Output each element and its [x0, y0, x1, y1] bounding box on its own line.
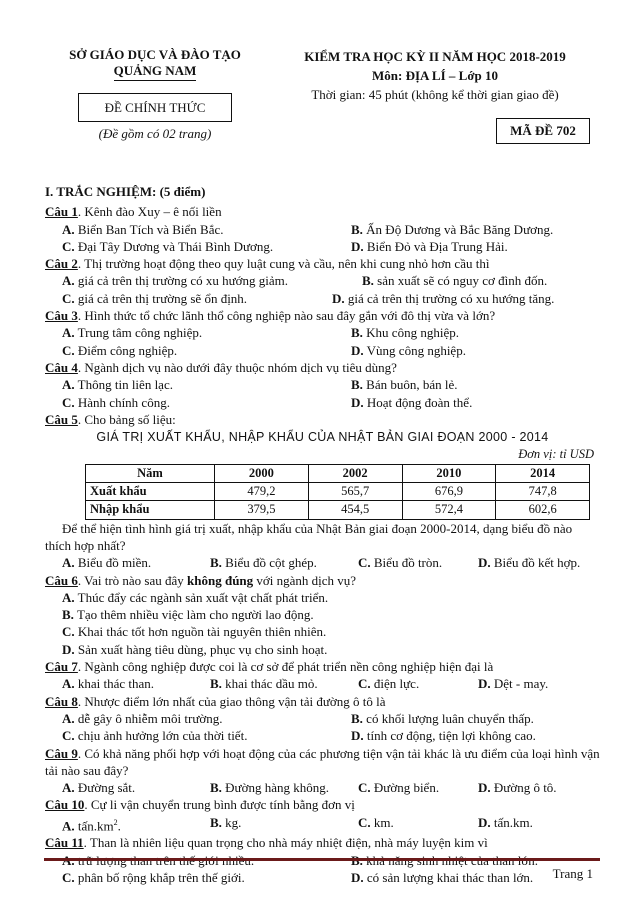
option-c[interactable]: C. giá cả trên thị trường sẽ ổn định.: [62, 290, 248, 306]
table-cell: 565,7: [308, 483, 402, 501]
question-8: [45, 693, 600, 710]
question-number: Câu 4: [45, 359, 78, 375]
question-text: . Ngành công nghiệp được coi là cơ sở để phát triển nền công nghiệp hiện đại là: [77, 659, 494, 675]
option-d[interactable]: D. Dệt - may.: [478, 676, 549, 692]
option-b[interactable]: B. Đường hàng không.: [210, 780, 330, 796]
options-row: [45, 727, 600, 744]
question-number: Câu 11: [45, 835, 84, 851]
options-row: [45, 554, 600, 571]
exam-title: KIỂM TRA HỌC KỲ II NĂM HỌC 2018-2019: [304, 49, 566, 64]
question-number: Câu 7: [45, 659, 78, 675]
table-header-cell: 2010: [402, 464, 496, 482]
options-row: [45, 238, 600, 255]
exam-content: [45, 183, 600, 886]
options-row: [45, 675, 600, 692]
table-cell: 572,4: [402, 501, 496, 519]
option-b[interactable]: B. Bán buôn, bán lẻ.: [351, 377, 458, 393]
exam-code-box: MÃ ĐỀ 702: [496, 118, 590, 144]
question-text: . Than là nhiên liệu quan trọng cho nhà máy nhiệt điện, nhà máy luyện kim vì: [83, 835, 488, 851]
option-a[interactable]: A. dễ gây ô nhiễm môi trường.: [62, 710, 223, 726]
option-a[interactable]: A. Đường sắt.: [62, 780, 136, 796]
options-row: [45, 814, 600, 835]
question-number: Câu 3: [45, 308, 78, 324]
question-number: Câu 9: [45, 745, 78, 761]
table-header-cell: Năm: [86, 464, 215, 482]
exam-header: [270, 47, 600, 104]
department-line1: SỞ GIÁO DỤC VÀ ĐÀO TẠO: [69, 47, 241, 62]
question-number: Câu 1: [45, 204, 78, 220]
question-10: [45, 796, 600, 813]
option-d[interactable]: D. Biểu đồ kết hợp.: [478, 555, 581, 571]
option-d[interactable]: D. tấn.km.: [478, 814, 533, 830]
question-text: . Cho bảng số liệu:: [77, 411, 176, 427]
table-cell: 379,5: [215, 501, 309, 519]
official-exam-box: ĐỀ CHÍNH THỨC: [78, 93, 232, 122]
table-header-cell: 2014: [496, 464, 590, 482]
table-row: [86, 483, 590, 501]
question-number: Câu 5: [45, 411, 78, 427]
question-5: [45, 411, 600, 428]
option-a[interactable]: A. Trung tâm công nghiệp.: [62, 325, 203, 341]
option-d[interactable]: D. Đường ô tô.: [478, 780, 557, 796]
table-row-label: Xuất khẩu: [86, 483, 215, 501]
option-c[interactable]: C. Hành chính công.: [62, 394, 170, 410]
question-text: . Hình thức tổ chức lãnh thổ công nghiệp nào sau đây gắn với đô thị vừa và lớn?: [77, 308, 496, 324]
question-4: [45, 359, 600, 376]
emphasis: không đúng: [187, 572, 254, 588]
question-text: . Nhược điểm lớn nhất của giao thông vận tải đường ô tô là: [77, 693, 386, 709]
question-number: Câu 10: [45, 797, 85, 813]
question-3: [45, 307, 600, 324]
option-d[interactable]: D. Vùng công nghiệp.: [351, 342, 466, 358]
option-d[interactable]: D. Sản xuất hàng tiêu dùng, phục vụ cho sinh hoạt.: [62, 641, 328, 657]
section-title: I. TRẮC NGHIỆM: (5 điểm): [45, 184, 206, 199]
option-b[interactable]: B. Khu công nghiệp.: [351, 325, 459, 341]
table-header-row: [86, 464, 590, 482]
table-row: [86, 501, 590, 519]
table-cell: 454,5: [308, 501, 402, 519]
question-7: [45, 658, 600, 675]
option-b[interactable]: B. sản xuất sẽ có nguy cơ đình đốn.: [362, 273, 548, 289]
option-b[interactable]: B. Tạo thêm nhiều việc làm cho người lao động.: [62, 607, 314, 623]
exam-time: Thời gian: 45 phút (không kể thời gian giao đề): [311, 87, 559, 102]
option-d[interactable]: D. Biển Đỏ và Địa Trung Hải.: [351, 238, 508, 254]
question-text: . Có khả năng phối hợp với hoạt động của các phương tiện vận tải khác là ưu điểm của loại hình vận tải nào sau đây?: [45, 745, 600, 778]
exam-subject: Môn: ĐỊA LÍ – Lớp 10: [371, 68, 499, 83]
question-text: . Ngành dịch vụ nào dưới đây thuộc nhóm dịch vụ tiêu dùng?: [77, 359, 397, 375]
question-6: Câu 6. Vai trò nào sau đây không đúng với ngành dịch vụ?: [45, 572, 357, 588]
table-cell: 602,6: [496, 501, 590, 519]
question-text: . Kênh đào Xuy – ê nối liền: [77, 204, 222, 220]
option-c[interactable]: C. chịu ảnh hưởng lớn của thời tiết.: [62, 728, 248, 744]
options-row: [45, 394, 600, 411]
options-row: [45, 272, 600, 289]
option-a[interactable]: A. giá cả trên thị trường có xu hướng giảm.: [62, 273, 289, 289]
option-c[interactable]: C. Đường biển.: [358, 780, 440, 796]
table-cell: 479,2: [215, 483, 309, 501]
option-d[interactable]: D. có sản lượng khai thác than lớn.: [351, 869, 534, 885]
options-row: [45, 869, 600, 886]
footer-divider: [44, 858, 600, 861]
question-number: Câu 8: [45, 693, 78, 709]
option-d[interactable]: D. Hoạt động đoàn thể.: [351, 394, 473, 410]
question-number: Câu 2: [45, 256, 78, 272]
department-header: [40, 47, 270, 81]
option-b[interactable]: B. có khối lượng luân chuyển thấp.: [351, 710, 534, 726]
option-a[interactable]: A. Thông tin liên lạc.: [62, 377, 173, 393]
pages-note: (Đề gồm có 02 trang): [98, 126, 212, 141]
options-row: [45, 376, 600, 393]
table-title: GIÁ TRỊ XUẤT KHẨU, NHẬP KHẨU CỦA NHẬT BẢN GIAI ĐOẠN 2000 - 2014: [96, 430, 549, 445]
question-number: Câu 6: [45, 572, 78, 588]
options-row: [45, 221, 600, 238]
question-text: . Thị trường hoạt động theo quy luật cung và cầu, nên khi cung nhỏ hơn cầu thì: [77, 256, 490, 272]
option-a[interactable]: A. khai thác than.: [62, 676, 155, 692]
option-b[interactable]: B. Ấn Độ Dương và Bắc Băng Dương.: [351, 221, 554, 237]
option-a[interactable]: A. $tấn.km^2$.: [62, 817, 121, 834]
option-a[interactable]: A. Thúc đẩy các ngành sản xuất vật chất phát triển.: [62, 589, 329, 605]
table-unit: Đơn vị: tỉ USD: [518, 447, 594, 462]
question-text: . Cự li vận chuyển trung bình được tính bằng đơn vị: [84, 797, 355, 813]
table-cell: 676,9: [402, 483, 496, 501]
department-line2: QUẢNG NAM: [114, 63, 197, 81]
options-row: [45, 290, 600, 307]
question-9: [45, 745, 600, 780]
option-b[interactable]: B. Biểu đồ cột ghép.: [210, 555, 317, 571]
options-row: [45, 324, 600, 341]
option-c[interactable]: C. Điểm công nghiệp.: [62, 342, 178, 358]
table-row-label: Nhập khẩu: [86, 501, 215, 519]
options-row: [45, 710, 600, 727]
option-c[interactable]: C. phân bố rộng khắp trên thế giới.: [62, 869, 245, 885]
data-table: [85, 464, 590, 520]
question-1: [45, 203, 600, 220]
option-c[interactable]: C. km.: [358, 814, 394, 830]
option-c[interactable]: C. Biểu đồ tròn.: [358, 555, 443, 571]
option-d[interactable]: D. tính cơ động, tiện lợi không cao.: [351, 728, 536, 744]
options-row: [45, 779, 600, 796]
table-header-cell: 2002: [308, 464, 402, 482]
option-c[interactable]: C. Đại Tây Dương và Thái Bình Dương.: [62, 238, 274, 254]
table-header-cell: 2000: [215, 464, 309, 482]
option-b[interactable]: B. kg.: [210, 814, 242, 830]
option-a[interactable]: A. Biển Ban Tích và Biển Bắc.: [62, 221, 224, 237]
option-c[interactable]: C. Khai thác tốt hơn nguồn tài nguyên thiên nhiên.: [62, 624, 327, 640]
question-text-continued: Để thể hiện tình hình giá trị xuất, nhập khẩu của Nhật Bản giai đoạn 2000-2014, dạng biểu đồ nào thích hợp nhất?: [45, 520, 573, 553]
option-d[interactable]: D. giá cả trên thị trường có xu hướng tăng.: [332, 290, 555, 306]
question-2: [45, 255, 600, 272]
option-a[interactable]: A. Biểu đồ miền.: [62, 555, 152, 571]
option-c[interactable]: C. điện lực.: [358, 676, 420, 692]
table-cell: 747,8: [496, 483, 590, 501]
options-row: [45, 342, 600, 359]
page-number: Trang 1: [552, 866, 593, 881]
option-b[interactable]: B. khai thác dầu mỏ.: [210, 676, 318, 692]
question-11: [45, 834, 600, 851]
